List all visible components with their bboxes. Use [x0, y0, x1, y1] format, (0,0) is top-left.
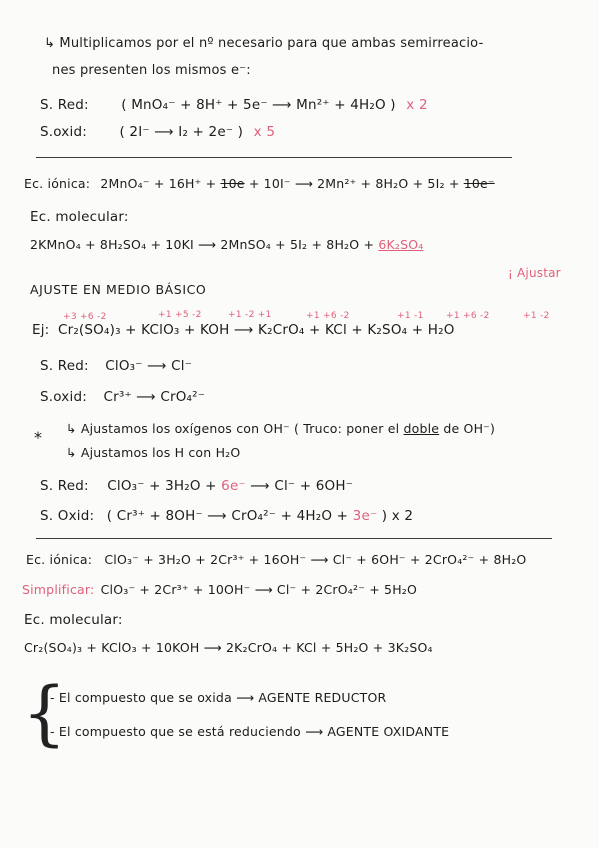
ox-cr2so4: +3 +6 -2 [63, 312, 107, 322]
simplify-row [22, 582, 417, 597]
divider-1 [36, 157, 512, 158]
sox2-part-a: ( Cr³⁺ + 8OH⁻ ⟶ CrO₄²⁻ + 4H₂O + [106, 508, 353, 524]
ionic-cancelled-e-2: 10e⁻ [463, 176, 495, 191]
tip1-text: ↳ Ajustamos los oxígenos con OH⁻ ( Truco: poner el [66, 421, 404, 436]
basic-sred-row [40, 358, 192, 374]
basic-sox2-row [40, 508, 413, 524]
summary-brace: { [22, 672, 67, 754]
basic-sox-row [40, 389, 205, 405]
sox-multiplier: x 5 [253, 124, 276, 140]
acid-sox-row [40, 124, 275, 140]
ox-koh: +1 -2 +1 [228, 310, 272, 320]
acid-sred-row [40, 97, 428, 113]
sred-equation: ( MnO₄⁻ + 8H⁺ + 5e⁻ ⟶ Mn²⁺ + 4H₂O ) [121, 97, 396, 113]
ionic-cancelled-e: 10e [220, 176, 245, 191]
tip1-end: de OH⁻) [439, 421, 496, 436]
sred2-label: S. Red: [40, 478, 89, 494]
sox-equation: ( 2I⁻ ⟶ I₂ + 2e⁻ ) [119, 124, 244, 140]
basic-ionic-label: Ec. iónica: [26, 552, 93, 567]
acid-mol-label: Ec. molecular: [30, 209, 129, 225]
ionic-part-c: + 10I⁻ ⟶ 2Mn²⁺ + 8H₂O + 5I₂ + [244, 176, 464, 191]
ox-k2so4: +1 +6 -2 [446, 311, 490, 321]
tip-hydrogens: ↳ Ajustamos los H con H₂O [66, 445, 241, 460]
basic-sox-label: S.oxid: [40, 389, 87, 405]
basic-heading: AJUSTE EN MEDIO BÁSICO [30, 282, 207, 297]
mol-equation: 2KMnO₄ + 8H₂SO₄ + 10KI ⟶ 2MnSO₄ + 5I₂ + 8H₂O + [30, 237, 379, 252]
basic-ionic-eq: ClO₃⁻ + 3H₂O + 2Cr³⁺ + 16OH⁻ ⟶ Cl⁻ + 6OH⁻ + 2CrO₄²⁻ + 8H₂O [104, 552, 527, 567]
tip1-underlined: doble [403, 421, 440, 436]
sred-label: S. Red: [40, 97, 89, 113]
sox2-part-b: ) x 2 [377, 508, 414, 524]
mol-added-term: 6K₂SO₄ [378, 237, 424, 252]
basic-sred-eq: ClO₃⁻ ⟶ Cl⁻ [105, 358, 193, 374]
simplify-label: Simplificar: [22, 582, 95, 597]
sox2-electrons: 3e⁻ [352, 508, 378, 524]
simplify-eq: ClO₃⁻ + 2Cr³⁺ + 10OH⁻ ⟶ Cl⁻ + 2CrO₄²⁻ + 5H₂O [100, 582, 418, 597]
sred2-part-b: ⟶ Cl⁻ + 6OH⁻ [245, 478, 354, 494]
basic-ionic-row [26, 552, 526, 567]
sred-multiplier: x 2 [406, 97, 428, 113]
example-label: Ej: [32, 322, 50, 338]
acid-ionic-row [24, 176, 495, 191]
basic-mol-eq: Cr₂(SO₄)₃ + KClO₃ + 10KOH ⟶ 2K₂CrO₄ + KCl + 5H₂O + 3K₂SO₄ [24, 640, 433, 655]
sred2-part-a: ClO₃⁻ + 3H₂O + [107, 478, 222, 494]
intro-line-2: nes presenten los mismos e⁻: [52, 63, 251, 78]
sox2-label: S. Oxid: [40, 508, 95, 524]
divider-2 [36, 538, 552, 539]
basic-sred2-row [40, 478, 353, 494]
ionic-label: Ec. iónica: [24, 176, 91, 191]
basic-mol-label: Ec. molecular: [24, 612, 123, 628]
basic-sred-label: S. Red: [40, 358, 89, 374]
ox-h2o: +1 -2 [523, 311, 550, 321]
summary-item-1: - El compuesto que se oxida ⟶ AGENTE REDUCTOR [50, 690, 387, 705]
sox-label: S.oxid: [40, 124, 87, 140]
example-row [32, 322, 455, 338]
sred2-electrons: 6e⁻ [221, 478, 246, 494]
intro-line-1: ↳ Multiplicamos por el nº necesario para que ambas semirreacio- [44, 36, 484, 51]
ox-k2cro4: +1 +6 -2 [306, 311, 350, 321]
ionic-part-a: 2MnO₄⁻ + 16H⁺ + [100, 176, 221, 191]
basic-sox-eq: Cr³⁺ ⟶ CrO₄²⁻ [103, 389, 206, 405]
star-mark: * [34, 428, 42, 447]
example-equation: Cr₂(SO₄)₃ + KClO₃ + KOH ⟶ K₂CrO₄ + KCl + K₂SO₄ + H₂O [57, 322, 455, 338]
tip-oxygens [66, 421, 495, 436]
summary-item-2: - El compuesto que se está reduciendo ⟶ AGENTE OXIDANTE [50, 724, 450, 739]
acid-mol-row [30, 237, 423, 252]
ox-kcl: +1 -1 [397, 311, 424, 321]
adjust-note: ¡ Ajustar [508, 266, 561, 280]
ox-kclo3: +1 +5 -2 [158, 310, 202, 320]
